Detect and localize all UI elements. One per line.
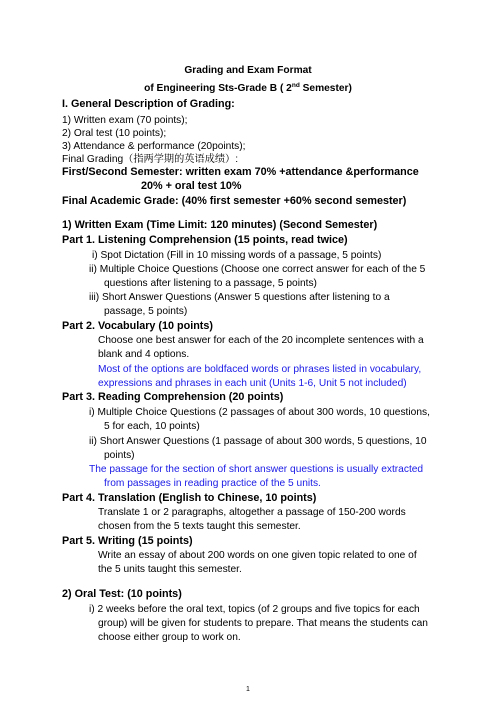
title-line-1: Grading and Exam Format [184, 65, 312, 76]
grading-item: 3) Attendance & performance (20points); [62, 141, 246, 152]
part-4-text: chosen from the 5 texts taught this semester. [98, 521, 301, 532]
title-line-2-superscript: nd [291, 82, 300, 89]
part-3-note: from passages in reading practice of the 5 units. [104, 478, 321, 489]
part-1-item: ii) Multiple Choice Questions (Choose one correct answer for each of the 5 [89, 264, 426, 275]
grading-item: 1) Written exam (70 points); [62, 115, 188, 126]
part-1-item-continued: passage, 5 points) [104, 306, 188, 317]
part-4-text: Translate 1 or 2 paragraphs, altogether a passage of 150-200 words [98, 507, 406, 518]
part-1-item: iii) Short Answer Questions (Answer 5 questions after listening to a [89, 292, 390, 303]
part-2-note: Most of the options are boldfaced words or phrases listed in vocabulary, [98, 364, 422, 375]
part-1-item: i) Spot Dictation (Fill in 10 missing words of a passage, 5 points) [92, 250, 382, 261]
part-3-item-continued: 5 for each, 10 points) [104, 421, 200, 432]
final-academic-grade: Final Academic Grade: (40% first semester +60% second semester) [62, 195, 407, 207]
part-3-item: i) Multiple Choice Questions (2 passages of about 300 words, 10 questions, [89, 407, 430, 418]
section-1-heading: I. General Description of Grading: [62, 98, 235, 110]
part-1-item-continued: questions after listening to a passage, 5 points) [104, 278, 317, 289]
part-4-heading: Part 4. Translation (English to Chinese, 10 points) [62, 492, 317, 504]
final-grading-label: Final Grading（指两学期的英语成绩）: [62, 154, 239, 165]
grading-item: 2) Oral test (10 points); [62, 128, 167, 139]
written-exam-heading: 1) Written Exam (Time Limit: 120 minutes) (Second Semester) [62, 219, 378, 231]
part-3-heading: Part 3. Reading Comprehension (20 points) [62, 391, 284, 403]
part-5-text: the 5 units taught this semester. [98, 564, 242, 575]
part-5-text: Write an essay of about 200 words on one given topic related to one of [98, 550, 417, 561]
part-2-note: expressions and phrases in each unit (Units 1-6, Unit 5 not included) [98, 378, 407, 389]
oral-test-text: i) 2 weeks before the oral text, topics (of 2 groups and five topics for each [89, 604, 420, 615]
part-2-heading: Part 2. Vocabulary (10 points) [62, 320, 213, 332]
oral-test-text: group) will be given for students to prepare. That means the students can [98, 618, 428, 629]
part-2-text: blank and 4 options. [98, 349, 190, 360]
part-3-item-continued: points) [104, 450, 135, 461]
semester-formula-line-1: First/Second Semester: written exam 70% +attendance &performance [62, 166, 419, 178]
page-number: 1 [246, 686, 250, 693]
oral-test-heading: 2) Oral Test: (10 points) [62, 588, 182, 600]
title-line-2-suffix: Semester) [299, 83, 352, 94]
semester-formula-line-2: 20% + oral test 10% [141, 180, 242, 192]
part-3-item: ii) Short Answer Questions (1 passage of about 300 words, 5 questions, 10 [89, 436, 427, 447]
oral-test-text: choose either group to work on. [98, 632, 241, 643]
part-5-heading: Part 5. Writing (15 points) [62, 535, 193, 547]
part-1-heading: Part 1. Listening Comprehension (15 points, read twice) [62, 234, 348, 246]
part-3-note: The passage for the section of short answer questions is usually extracted [89, 464, 424, 475]
title-line-2-prefix: of Engineering Sts-Grade B ( 2 [144, 83, 292, 94]
title-line-2 [0, 82, 496, 95]
part-2-text: Choose one best answer for each of the 20 incomplete sentences with a [98, 335, 424, 346]
